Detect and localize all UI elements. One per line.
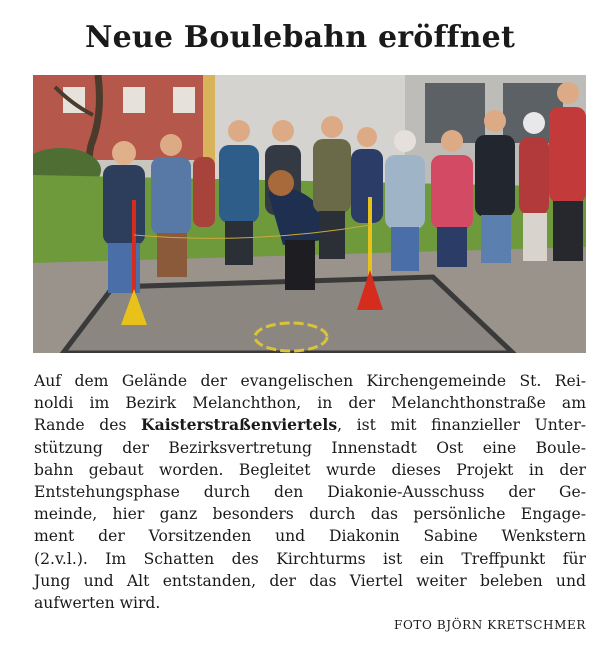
body-line <box>34 392 586 414</box>
bold-term: Kaisterstraßenviertels <box>141 415 338 435</box>
body-line <box>34 570 586 592</box>
body-line <box>34 525 586 547</box>
text-run: bahn gebaut worden. Begleitet wurde dieses Projekt in der <box>34 460 586 479</box>
headline: Neue Boulebahn eröffnet <box>84 20 516 55</box>
text-run: stützung der Bezirksvertretung Innenstadt Ost eine Boule- <box>34 438 586 457</box>
body-line <box>34 592 586 614</box>
text-run: , ist mit finanzieller Unter- <box>337 416 586 435</box>
text-run: aufwerten wird. <box>34 594 161 613</box>
body-line <box>34 481 586 503</box>
text-run: (2.v.l.). Im Schatten des Kirchturms ist ein Treffpunkt für <box>34 549 586 568</box>
text-run: Rande des <box>34 416 142 435</box>
text-run: Auf dem Gelände der evangelischen Kirchengemeinde St. Rei- <box>34 372 586 390</box>
text-run: noldi im Bezirk Melanchthon, in der Melanchthonstraße am <box>34 394 586 413</box>
body-line <box>34 503 586 525</box>
group-photo-icon <box>33 75 586 353</box>
text-run: meinde, hier ganz besonders durch das persönliche Engage- <box>34 505 586 524</box>
body-line <box>34 370 586 392</box>
body-line <box>34 459 586 481</box>
photo-credit: FOTO BJÖRN KRETSCHMER <box>394 618 586 632</box>
article-photo <box>33 75 586 353</box>
article-body <box>34 370 586 614</box>
body-line <box>34 548 586 570</box>
text-run: Entstehungsphase durch den Diakonie-Ausschuss der Ge- <box>34 483 586 502</box>
text-run: ment der Vorsitzenden und Diakonin Sabine Wenkstern <box>34 527 586 546</box>
body-line <box>34 414 586 436</box>
body-line <box>34 437 586 459</box>
text-run: Jung und Alt entstanden, der das Viertel weiter beleben und <box>34 571 586 590</box>
